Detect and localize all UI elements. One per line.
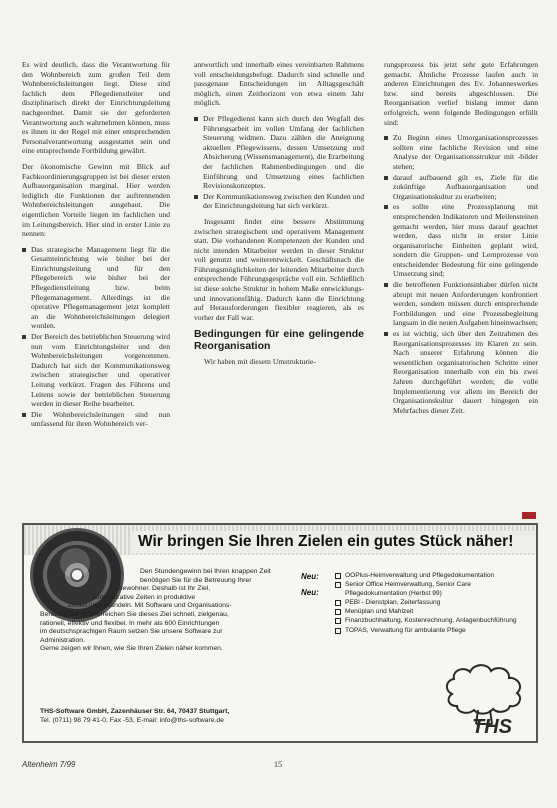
- paragraph: Der ökonomische Gewinn mit Blick auf Fachkoordinierungsgruppen ist bei dieser ersten Aufbauorganisation marginal. Hier werden lediglich die Funktionen der auftrennenden Wohnbereichsleitungen ausgebaut. Die eigentlichen Vorteile liegen im fachlichen und im Leitungsbereich. Hier sind in erster Linie zu nennen:: [22, 161, 170, 239]
- company-address: THS-Software GmbH, Zazenhäuser Str. 64, 70437 Stuttgart,: [40, 708, 230, 715]
- end-of-article-mark: [522, 512, 536, 519]
- product-label: Finanzbuchhaltung, Kostenrechnung, Anlagenbuchführung: [345, 617, 517, 625]
- list-item: die betroffenen Funktionsinhaber dürfen nicht abrupt mit neuen Anforderungen konfrontiert werden, sondern müssen durch entsprechende Fortbildungen und eine Prozessbegleitung langsam in die neuen Aufgaben hineinwachsen;: [384, 280, 538, 328]
- paragraph: Insgesamt findet eine bessere Abstimmung zwischen strategischem und operativem Management statt. Die vorhandenen Kompetenzen der Kunden und nicht intenden Mitarbeiter werden in dieser Struktur voll genutzt und weiterentwickelt. Geschäftsnach die Führungsmöglichkeiten der leitenden Mitarbeiter durch entsprechende Führungsgespräche voll ein. Schließlich ist diese solche Struktur in hohem Maße entwicklungs- und innovationsfähig. Dadurch kann die Einrichtung auf Herausforderungen flexibler reagieren, als es vorher der Fall war.: [194, 216, 364, 322]
- product-label: PEBl - Dienstplan, Zeiterfassung: [345, 598, 441, 606]
- product-list: [335, 572, 525, 636]
- list-item: Der Kommunikationsweg zwischen den Kunden und der Einrichtungsleitung hat sich verkürzt.: [194, 192, 364, 211]
- product-label: Menüplan und Mahlzeit: [345, 608, 414, 616]
- checkbox-icon: [335, 609, 341, 615]
- list-item: es sollte eine Prozessplanung mit entsprechenden Indikatoren und Meilensteinen gemacht werden, hier muss darauf geachtet werden, dass nicht in erster Linie organisatorische Einheiten geplant wird, sondern die Gruppen- und Lernprozesse von entscheidender Bedeutung für eine gelingende Umsetzung sind;: [384, 202, 538, 279]
- paragraph: antwortlich und innerhalb eines vereinbarten Rahmens voll entscheidungsbefugt. Dadurch sind schnelle und passgenaue Entscheidungen im Alltagsgeschäft möglich, einen Zeithorizont von etwa einem Jahr möglich.: [194, 60, 364, 108]
- list-item: Der Pflegedienst kann sich durch den Wegfall des Führungsarbeit im vollen Umfang der fachlichen Steuerung widmen. Dazu zählen die Aneignung aktuellen Pflegewissens, dessen Umsetzung und Absicherung (Wissensmanagement), die Erarbeitung der fachlichen Rahmenbedingungen und die Einführung und Umsetzung eines fachlichen Revisionskonzeptes.: [194, 114, 364, 191]
- product-item: [335, 617, 525, 625]
- checkbox-icon: [335, 628, 341, 634]
- ad-body-line: rationell, effektiv und flexibel. In mehr als 600 Einrichtungen: [40, 619, 220, 627]
- product-label: OOPlus-Heimverwaltung und Pflegedokumentation: [345, 572, 495, 579]
- list-item: Der Bereich des betrieblichen Steuerung wird nun vom Einrichtungsleiter und den Wohnbereichsleitungen vorgenommen. Dadurch hat sich der Kommunikationsweg zwischen strategischer und operativer Leitung verkürzt. Fragen des Führens und Leitens sowie der betrieblichen Steuerung werden in dieser Reihe bearbeitet.: [22, 332, 170, 409]
- ad-body-line: im deutschsprachigen Raum setzen Sie unsere Software zur: [40, 628, 223, 636]
- bullet-list: [384, 133, 538, 415]
- ad-body-line: Den Stundengewinn bei Ihren knappen Zeit: [140, 568, 271, 575]
- list-item: darauf aufbauend gilt es, Ziele für die zukünftige Aufbauorganisation und Organisationskultur zu erarbeiten;: [384, 173, 538, 202]
- advertisement: [22, 523, 538, 743]
- list-item: Die Wohnbereichsleitungen sind nun umfassend für ihren Wohnbereich ver-: [22, 410, 170, 429]
- product-label: Senior Office Heimverwaltung, Senior Care Pflegedokumentation (Herbst 99): [345, 581, 471, 597]
- paragraph: rungsprozess bis jetzt sehr gute Erfahrungen gemacht. Ähnliche Prozesse laufen auch in anderen Einrichtungen des Ev. Johanneswerkes bzw. sind bereits abgeschlossen. Die Reorganisation verlief bislang immer dann erfolgreich, wenn folgende Bedingungen erfüllt sind:: [384, 60, 538, 127]
- ad-body-text: [40, 568, 330, 654]
- ad-body-line: administrative Zeiten in produktive: [92, 593, 196, 601]
- new-label: Neu:: [301, 572, 319, 581]
- ad-headline: Wir bringen Sie Ihren Zielen ein gutes Stück näher!: [132, 531, 534, 553]
- checkbox-icon: [335, 573, 341, 579]
- list-item: Das strategische Management liegt für die Gesamteinrichtung wie bisher bei der Einrichtungsleitung und für den Pflegebereich wie bisher bei der Pflegedienstleitung bzw. beim Pflegemanagement. Allerdings ist die operative Pflegemanagement jetzt komplett an die Wohnbereichsleitungen delegiert worden.: [22, 245, 170, 331]
- section-heading: Bedingungen für eine gelingende Reorganisation: [194, 328, 364, 353]
- logo-text: THS: [472, 716, 512, 738]
- article-column-2: [194, 60, 364, 373]
- product-item: [335, 599, 525, 607]
- article-column-3: [384, 60, 538, 421]
- ad-body-line: Administration.: [40, 636, 85, 644]
- bullet-list: [194, 114, 364, 211]
- product-label: TOPAS, Verwaltung für ambulante Pflege: [345, 626, 466, 634]
- ad-body-line: Gerne zeigen wir Ihnen, wie Sie Ihren Zielen näher kommen.: [40, 645, 223, 653]
- magazine-issue: Altenheim 7/99: [22, 760, 76, 769]
- ad-body-line: Bewohner. Deshalb ist Ihr Ziel,: [118, 585, 211, 593]
- product-item: [335, 627, 525, 635]
- ad-body-line: Beratung der THS erreichen Sie dieses Ziel schnell, zielgenau,: [40, 610, 229, 618]
- paragraph: Wir haben mit diesem Umstrukturie-: [204, 357, 316, 367]
- paragraph: Es wird deutlich, dass die Verantwortung für den Wohnbereich zum großen Teil dem Wohnbereichsleitungen liegt. Diese sind fachlich dem Pflegedienstleiter und disziplinarisch direkt der Einrichtungsleitung nachgeordnet. Damit sie der geforderten Verantwortung auch wahrnehmen können, muss es ihnen in der Regel mit einer entsprechenden Personalverantwortung ausgestattet sein und eine entsprechende Fortbildung gewährt.: [22, 60, 170, 156]
- company-contact-line: Tel. (0711) 98 79 41-0, Fax -53, E-mail: info@ths-software.de: [40, 716, 224, 724]
- list-item: es ist wichtig, sich über den Zeitrahmen des Reorganisationsprozesses im Klaren zu sein. Nach unserer Erfahrung können die wesentlichen organisatorischen Schritte einer Reorganisation innerhalb von ein bis zwei Jahren durchgeführt werden; die volle Implementierung vor allem im Bereich der Organisationskultur dauert hingegen ein Mehrfaches dieser Zeit.: [384, 329, 538, 415]
- product-item: [335, 572, 525, 580]
- checkbox-icon: [335, 618, 341, 624]
- checkbox-icon: [335, 600, 341, 606]
- bullet-list: [22, 245, 170, 429]
- product-item: [335, 581, 525, 598]
- ad-body-line: benötigen Sie für die Betreuung Ihrer: [140, 576, 252, 584]
- product-item: [335, 608, 525, 616]
- ad-contact: [40, 708, 320, 725]
- list-item: Zu Beginn eines Umorganisationsprozesses sollten eine fachliche Revision und eine Analyse der Organisationsstruktur mit -bilder stehen;: [384, 133, 538, 171]
- page-number: 15: [274, 760, 282, 769]
- checkbox-icon: [335, 582, 341, 588]
- ad-body-line: Zeiten umzuwandeln. Mit Software und Organisations-: [68, 602, 232, 610]
- new-label: Neu:: [301, 588, 319, 597]
- article-column-1: [22, 60, 170, 435]
- ths-tree-logo: [438, 660, 530, 738]
